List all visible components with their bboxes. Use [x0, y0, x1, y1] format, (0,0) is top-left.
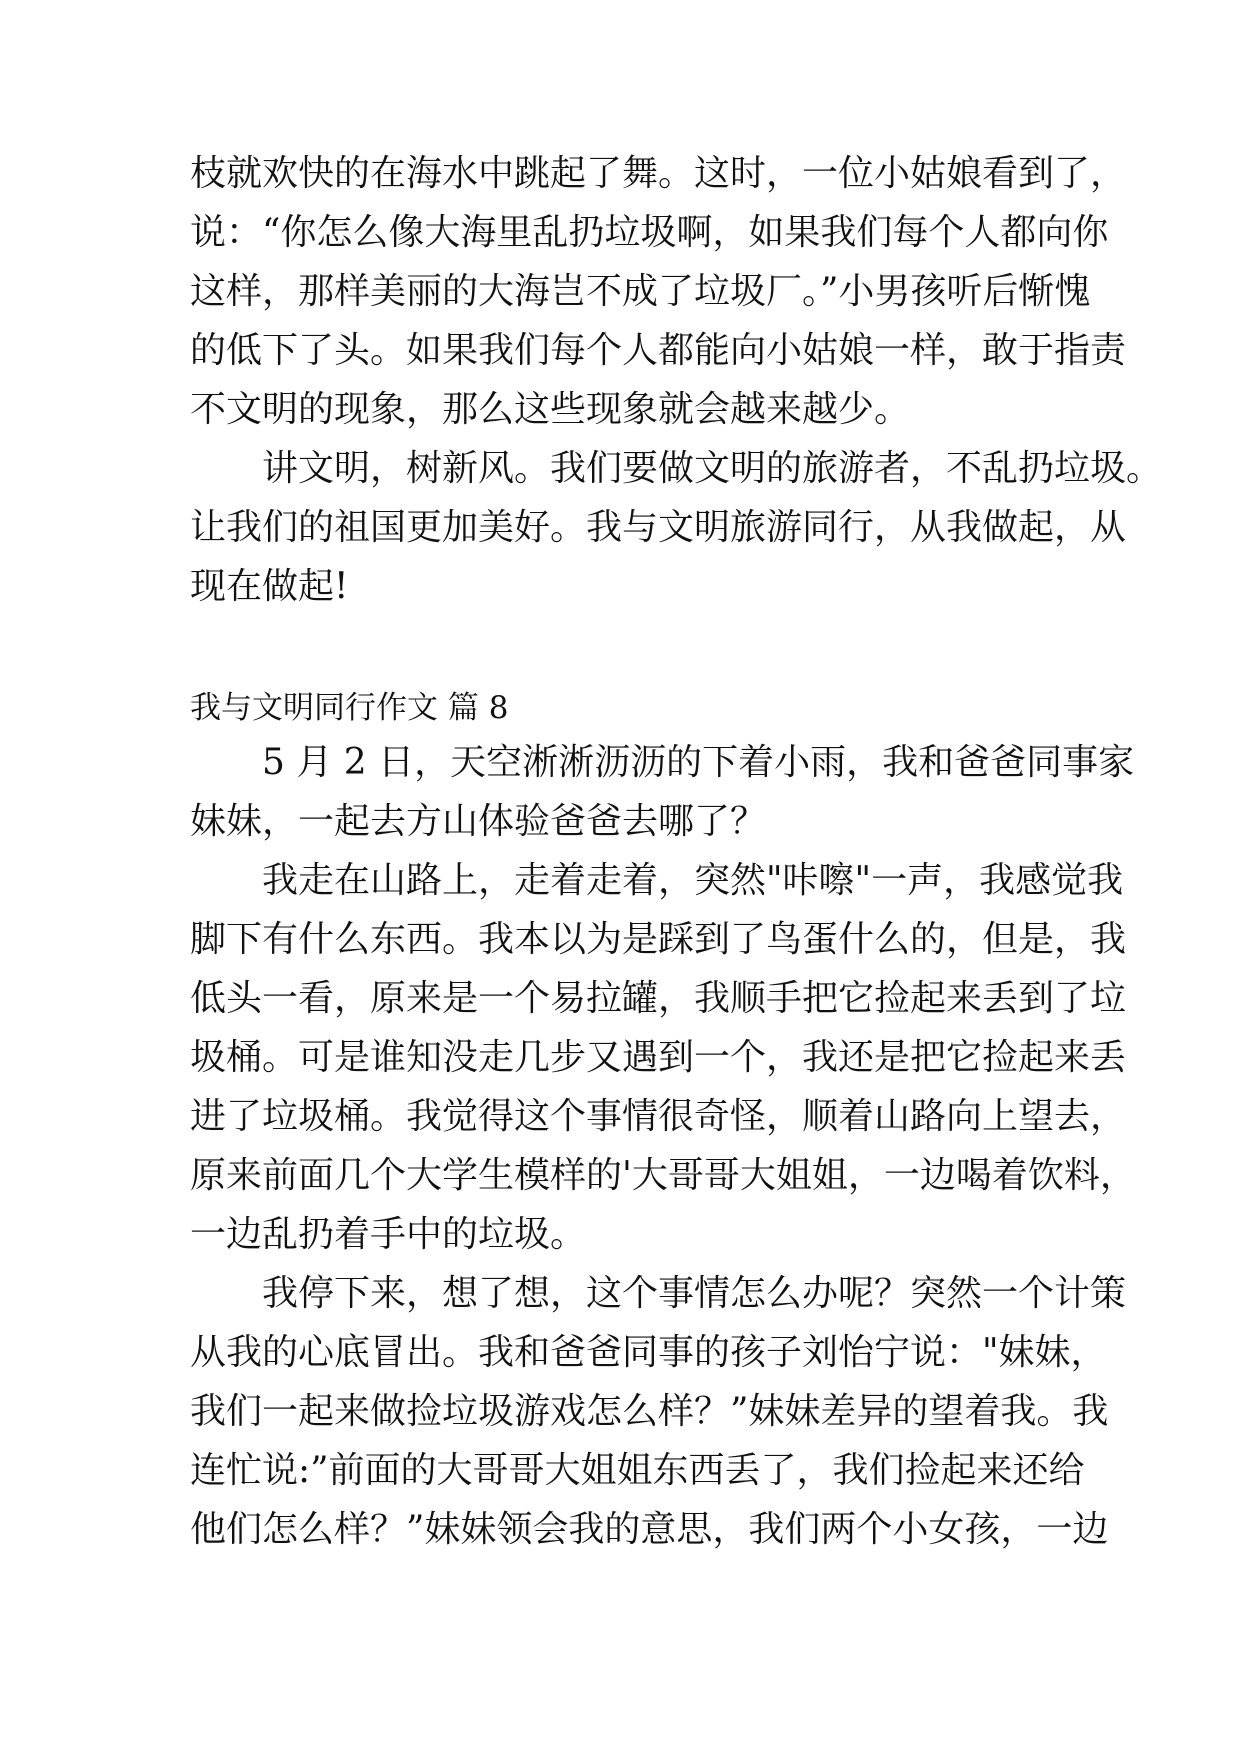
- text-line: 原来前面几个大学生模样的'大哥哥大姐姐，一边喝着饮料，: [190, 1155, 1136, 1196]
- text-line: 我停下来，想了想，这个事情怎么办呢？突然一个计策: [262, 1273, 1127, 1314]
- text-line: 进了垃圾桶。我觉得这个事情很奇怪，顺着山路向上望去，: [190, 1096, 1127, 1137]
- text-line: 不文明的现象，那么这些现象就会越来越少。: [190, 389, 911, 430]
- text-line: 圾桶。可是谁知没走几步又遇到一个，我还是把它捡起来丢: [190, 1037, 1127, 1078]
- text-line: 从我的心底冒出。我和爸爸同事的孩子刘怡宁说："妹妹，: [190, 1332, 1107, 1373]
- text-line: 现在做起!: [190, 566, 349, 607]
- text-line: 妹妹，一起去方山体验爸爸去哪了？: [190, 801, 767, 842]
- text-line: 枝就欢快的在海水中跳起了舞。这时，一位小姑娘看到了，: [190, 153, 1127, 194]
- section-heading: 我与文明同行作文 篇 8: [190, 690, 509, 726]
- text-line: 说：“你怎么像大海里乱扔垃圾啊，如果我们每个人都向你: [190, 212, 1109, 253]
- text-line: 这样，那样美丽的大海岂不成了垃圾厂。”小男孩听后惭愧: [190, 271, 1091, 312]
- text-line: 他们怎么样？”妹妹领会我的意思，我们两个小女孩，一边: [190, 1509, 1109, 1550]
- text-line: 低头一看，原来是一个易拉罐，我顺手把它捡起来丢到了垃: [190, 978, 1127, 1019]
- text-line: 我们一起来做捡垃圾游戏怎么样？”妹妹差异的望着我。我: [190, 1391, 1109, 1432]
- text-line: 脚下有什么东西。我本以为是踩到了鸟蛋什么的，但是，我: [190, 919, 1127, 960]
- text-line: 连忙说:”前面的大哥哥大姐姐东西丢了，我们捡起来还给: [190, 1450, 1085, 1491]
- text-line: 一边乱扔着手中的垃圾。: [190, 1214, 587, 1255]
- text-line: 5 月 2 日，天空淅淅沥沥的下着小雨，我和爸爸同事家: [262, 742, 1135, 783]
- text-line: 讲文明，树新风。我们要做文明的旅游者，不乱扔垃圾。: [262, 448, 1163, 489]
- text-line: 让我们的祖国更加美好。我与文明旅游同行，从我做起，从: [190, 507, 1127, 548]
- text-line: 的低下了头。如果我们每个人都能向小姑娘一样，敢于指责: [190, 330, 1127, 371]
- text-line: 我走在山路上，走着走着，突然"咔嚓"一声，我感觉我: [262, 860, 1124, 901]
